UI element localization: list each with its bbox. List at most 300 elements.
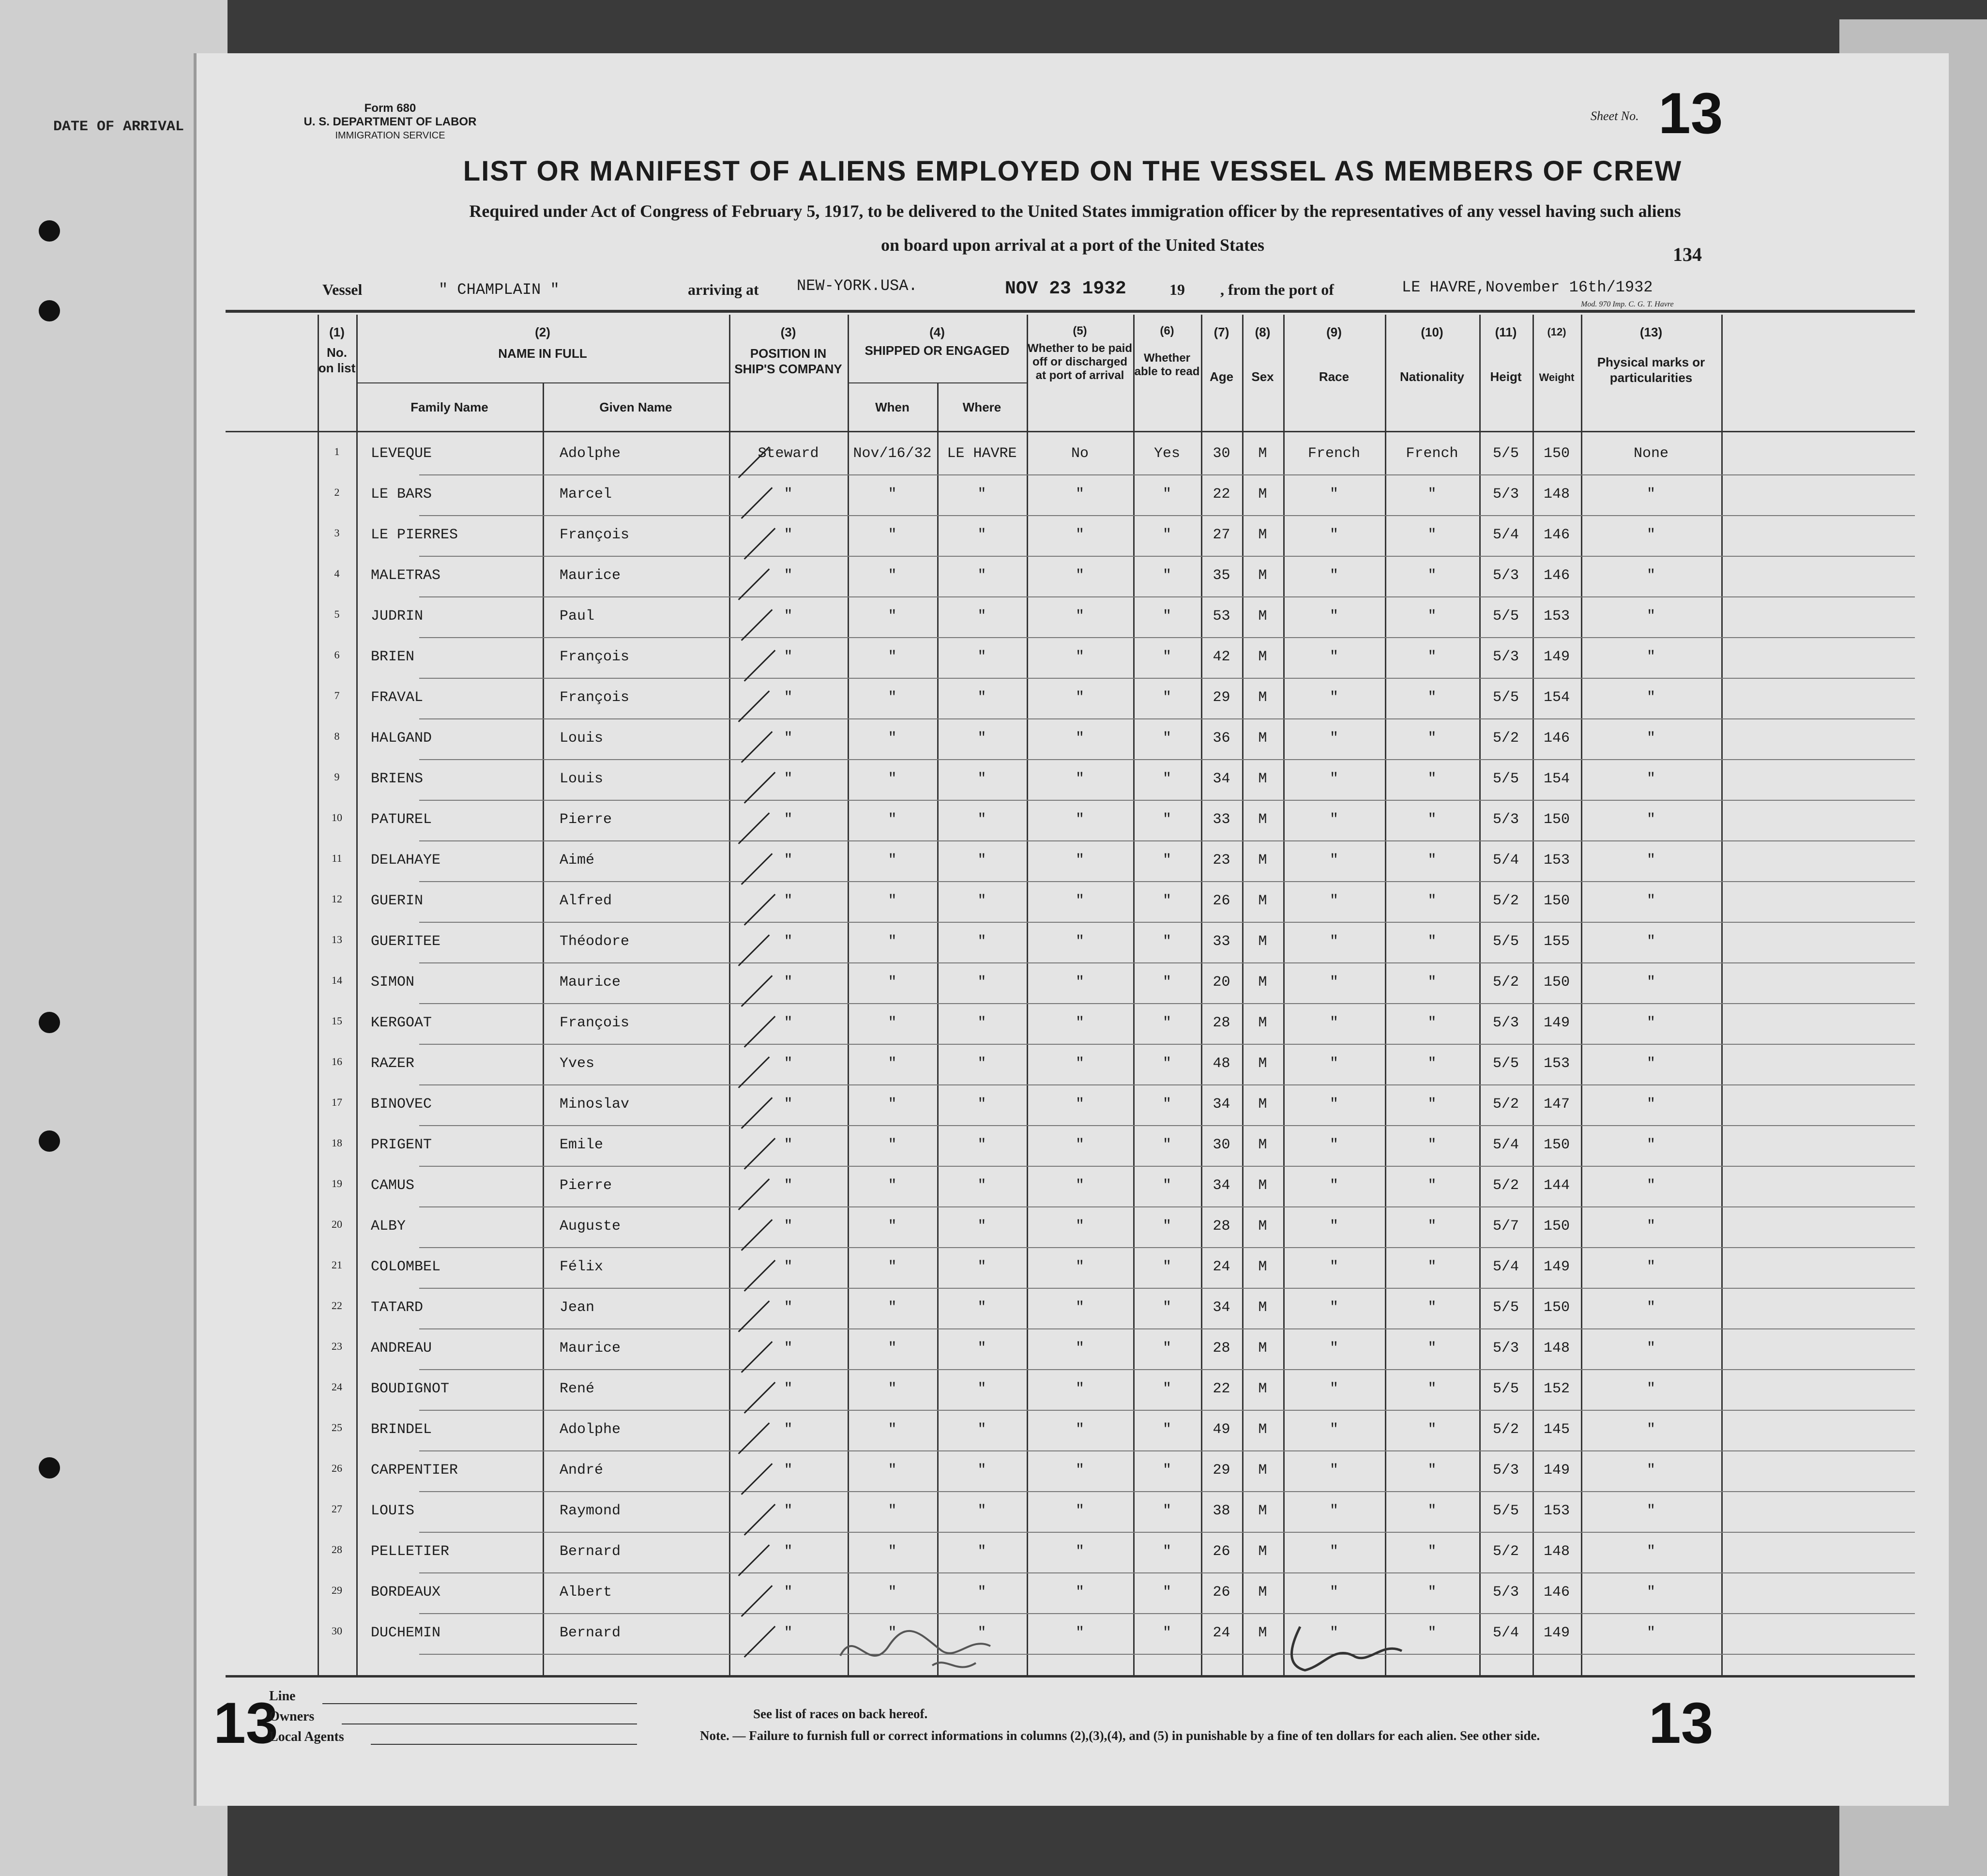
weight: 148 bbox=[1543, 1340, 1570, 1357]
col-title: Whether able to read bbox=[1134, 351, 1200, 378]
weight: 155 bbox=[1543, 933, 1570, 950]
weight: 148 bbox=[1543, 1543, 1570, 1560]
col-header-7 bbox=[1201, 324, 1242, 384]
row-rule bbox=[419, 1288, 1915, 1289]
row-number: 15 bbox=[332, 1015, 342, 1027]
shipped-where: " bbox=[977, 811, 986, 828]
shipped-where: LE HAVRE bbox=[947, 445, 1017, 462]
age: 33 bbox=[1213, 811, 1230, 828]
position: " bbox=[784, 1218, 793, 1235]
height: 5/5 bbox=[1492, 608, 1519, 625]
signature-scribble bbox=[1292, 1627, 1402, 1670]
sex: M bbox=[1258, 1584, 1267, 1601]
from-port-label: , from the port of bbox=[1220, 281, 1334, 298]
weight: 150 bbox=[1543, 811, 1570, 828]
paid-off: " bbox=[1075, 527, 1084, 543]
row-rule bbox=[419, 1572, 1915, 1573]
given-name: Paul bbox=[560, 608, 595, 625]
shipped-when: " bbox=[888, 852, 897, 869]
race: " bbox=[1329, 1340, 1338, 1357]
given-name: Louis bbox=[560, 771, 604, 787]
given-name: Adolphe bbox=[560, 1421, 621, 1438]
row-rule bbox=[419, 596, 1915, 597]
shipped-when: " bbox=[888, 1015, 897, 1031]
physical-marks: None bbox=[1633, 445, 1668, 462]
position: " bbox=[784, 1137, 793, 1153]
nationality: " bbox=[1427, 811, 1437, 828]
height: 5/2 bbox=[1492, 730, 1519, 747]
nationality: " bbox=[1427, 1177, 1437, 1194]
subtitle-line-1: Required under Act of Congress of February 5, 1917, to be delivered to the United States immigration officer by the representatives of any vessel having such aliens bbox=[469, 201, 1681, 221]
height: 5/5 bbox=[1492, 1055, 1519, 1072]
paid-off: " bbox=[1075, 1462, 1084, 1479]
family-name: RAZER bbox=[371, 1055, 415, 1072]
shipped-when: " bbox=[888, 1503, 897, 1519]
able-to-read: " bbox=[1162, 852, 1171, 869]
given-name: Alfred bbox=[560, 893, 612, 909]
age: 34 bbox=[1213, 771, 1230, 787]
row-number: 6 bbox=[334, 649, 340, 661]
sex: M bbox=[1258, 1015, 1267, 1031]
weight: 150 bbox=[1543, 445, 1570, 462]
paid-off: " bbox=[1075, 567, 1084, 584]
race: " bbox=[1329, 1462, 1338, 1479]
family-name: BORDEAUX bbox=[371, 1584, 441, 1601]
paid-off: " bbox=[1075, 689, 1084, 706]
race: " bbox=[1329, 689, 1338, 706]
col-header-5 bbox=[1027, 324, 1133, 382]
age: 35 bbox=[1213, 567, 1230, 584]
shipped-when: " bbox=[888, 567, 897, 584]
family-name: DELAHAYE bbox=[371, 852, 441, 869]
sex: M bbox=[1258, 1340, 1267, 1357]
col-title: POSITION IN SHIP'S COMPANY bbox=[734, 346, 842, 376]
row-number: 30 bbox=[332, 1625, 342, 1637]
shipped-when: " bbox=[888, 608, 897, 625]
shipped-when: " bbox=[888, 689, 897, 706]
height: 5/4 bbox=[1492, 1259, 1519, 1275]
weight: 149 bbox=[1543, 1259, 1570, 1275]
sheet-number-bottom-left: 13 bbox=[213, 1691, 278, 1755]
sex: M bbox=[1258, 771, 1267, 787]
height: 5/5 bbox=[1492, 1381, 1519, 1397]
shipped-when: " bbox=[888, 811, 897, 828]
paid-off: " bbox=[1075, 608, 1084, 625]
able-to-read: " bbox=[1162, 527, 1171, 543]
physical-marks: " bbox=[1646, 567, 1655, 584]
col-title: No. on list bbox=[318, 345, 356, 375]
race: " bbox=[1329, 730, 1338, 747]
sex: M bbox=[1258, 689, 1267, 706]
height: 5/3 bbox=[1492, 1340, 1519, 1357]
shipped-where: " bbox=[977, 1259, 986, 1275]
col-header-10 bbox=[1385, 324, 1479, 384]
row-rule bbox=[419, 922, 1915, 923]
row-rule bbox=[419, 1206, 1915, 1207]
punch-hole bbox=[39, 1012, 60, 1033]
row-number: 3 bbox=[334, 527, 340, 539]
age: 42 bbox=[1213, 649, 1230, 665]
shipped-when: " bbox=[888, 649, 897, 665]
col-number: (5) bbox=[1073, 324, 1087, 337]
weight: 144 bbox=[1543, 1177, 1570, 1194]
col-title: Sex bbox=[1251, 369, 1274, 384]
row-rule bbox=[419, 881, 1915, 882]
position: " bbox=[784, 608, 793, 625]
weight: 150 bbox=[1543, 1137, 1570, 1153]
position: " bbox=[784, 771, 793, 787]
family-name: LE PIERRES bbox=[371, 527, 458, 543]
height: 5/2 bbox=[1492, 1177, 1519, 1194]
weight: 153 bbox=[1543, 1055, 1570, 1072]
given-name: Pierre bbox=[560, 811, 612, 828]
weight: 150 bbox=[1543, 974, 1570, 991]
given-name: Pierre bbox=[560, 1177, 612, 1194]
race: " bbox=[1329, 649, 1338, 665]
race: " bbox=[1329, 567, 1338, 584]
table-top-border bbox=[226, 310, 1915, 313]
weight: 153 bbox=[1543, 608, 1570, 625]
age: 48 bbox=[1213, 1055, 1230, 1072]
physical-marks: " bbox=[1646, 608, 1655, 625]
physical-marks: " bbox=[1646, 1625, 1655, 1641]
paid-off: " bbox=[1075, 1137, 1084, 1153]
position: " bbox=[784, 1096, 793, 1113]
given-name: Auguste bbox=[560, 1218, 621, 1235]
race: " bbox=[1329, 852, 1338, 869]
family-name: BOUDIGNOT bbox=[371, 1381, 450, 1397]
shipped-where: " bbox=[977, 1421, 986, 1438]
race: " bbox=[1329, 974, 1338, 991]
sex: M bbox=[1258, 730, 1267, 747]
weight: 150 bbox=[1543, 893, 1570, 909]
physical-marks: " bbox=[1646, 649, 1655, 665]
sheet-number-bottom-right: 13 bbox=[1649, 1691, 1714, 1755]
col-header-6 bbox=[1133, 324, 1201, 379]
nationality: " bbox=[1427, 1096, 1437, 1113]
position: " bbox=[784, 730, 793, 747]
position: Steward bbox=[758, 445, 819, 462]
race: " bbox=[1329, 1421, 1338, 1438]
col-number: (8) bbox=[1255, 325, 1271, 339]
col-number: (1) bbox=[329, 325, 345, 339]
weight: 150 bbox=[1543, 1299, 1570, 1316]
position: " bbox=[784, 567, 793, 584]
age: 26 bbox=[1213, 1543, 1230, 1560]
physical-marks: " bbox=[1646, 1503, 1655, 1519]
row-rule bbox=[419, 1450, 1915, 1451]
position: " bbox=[784, 1340, 793, 1357]
given-name: François bbox=[560, 527, 630, 543]
sex: M bbox=[1258, 1421, 1267, 1438]
row-number: 26 bbox=[332, 1462, 342, 1474]
weight: 146 bbox=[1543, 527, 1570, 543]
shipped-when: " bbox=[888, 1543, 897, 1560]
nationality: " bbox=[1427, 608, 1437, 625]
row-number: 19 bbox=[332, 1177, 342, 1190]
physical-marks: " bbox=[1646, 1259, 1655, 1275]
shipped-when: " bbox=[888, 1299, 897, 1316]
weight: 153 bbox=[1543, 1503, 1570, 1519]
age: 34 bbox=[1213, 1096, 1230, 1113]
shipped-when: " bbox=[888, 974, 897, 991]
race: " bbox=[1329, 1503, 1338, 1519]
nationality: " bbox=[1427, 852, 1437, 869]
given-name: Théodore bbox=[560, 933, 630, 950]
date-of-arrival-label: DATE OF ARRIVAL bbox=[53, 119, 184, 135]
shipped-where: " bbox=[977, 1625, 986, 1641]
shipped-when: " bbox=[888, 1381, 897, 1397]
sex: M bbox=[1258, 527, 1267, 543]
sex: M bbox=[1258, 486, 1267, 503]
local-agents-label: Local Agents bbox=[269, 1729, 344, 1744]
row-rule bbox=[419, 718, 1915, 719]
row-rule bbox=[419, 556, 1915, 557]
nationality: " bbox=[1427, 1584, 1437, 1601]
col-title: Weight bbox=[1539, 371, 1575, 383]
able-to-read: Yes bbox=[1153, 445, 1180, 462]
row-rule bbox=[419, 1003, 1915, 1004]
shipped-where: " bbox=[977, 689, 986, 706]
race: " bbox=[1329, 1218, 1338, 1235]
given-name: Maurice bbox=[560, 1340, 621, 1357]
physical-marks: " bbox=[1646, 730, 1655, 747]
shipped-where: " bbox=[977, 486, 986, 503]
subtitle-line-2: on board upon arrival at a port of the United States bbox=[880, 235, 1265, 255]
position: " bbox=[784, 689, 793, 706]
physical-marks: " bbox=[1646, 1177, 1655, 1194]
able-to-read: " bbox=[1162, 1015, 1171, 1031]
row-number: 25 bbox=[332, 1421, 342, 1434]
sex: M bbox=[1258, 1096, 1267, 1113]
col-number: (6) bbox=[1160, 324, 1174, 337]
sex: M bbox=[1258, 1299, 1267, 1316]
able-to-read: " bbox=[1162, 811, 1171, 828]
col-header-11 bbox=[1479, 324, 1532, 384]
row-number: 21 bbox=[332, 1259, 342, 1271]
nationality: " bbox=[1427, 567, 1437, 584]
age: 23 bbox=[1213, 852, 1230, 869]
row-number: 28 bbox=[332, 1543, 342, 1556]
sex: M bbox=[1258, 893, 1267, 909]
sex: M bbox=[1258, 1381, 1267, 1397]
row-rule bbox=[419, 515, 1915, 516]
physical-marks: " bbox=[1646, 1421, 1655, 1438]
race: " bbox=[1329, 1381, 1338, 1397]
age: 30 bbox=[1213, 445, 1230, 462]
age: 22 bbox=[1213, 486, 1230, 503]
family-name: KERGOAT bbox=[371, 1015, 432, 1031]
physical-marks: " bbox=[1646, 893, 1655, 909]
row-number: 22 bbox=[332, 1299, 342, 1312]
age: 26 bbox=[1213, 893, 1230, 909]
race: " bbox=[1329, 1015, 1338, 1031]
row-number: 27 bbox=[332, 1503, 342, 1515]
col-number: (7) bbox=[1213, 325, 1229, 339]
shipped-where: " bbox=[977, 649, 986, 665]
weight: 153 bbox=[1543, 852, 1570, 869]
able-to-read: " bbox=[1162, 1381, 1171, 1397]
race: " bbox=[1329, 1625, 1338, 1641]
punch-hole bbox=[39, 300, 60, 321]
row-rule bbox=[419, 1532, 1915, 1533]
family-name: CARPENTIER bbox=[371, 1462, 458, 1479]
paid-off: " bbox=[1075, 1259, 1084, 1275]
physical-marks: " bbox=[1646, 1137, 1655, 1153]
height: 5/5 bbox=[1492, 689, 1519, 706]
signature-scribble bbox=[932, 1662, 976, 1667]
col-number: (11) bbox=[1495, 325, 1517, 339]
col-title: Nationality bbox=[1400, 369, 1464, 384]
shipped-when: " bbox=[888, 1218, 897, 1235]
nationality: " bbox=[1427, 486, 1437, 503]
race: " bbox=[1329, 608, 1338, 625]
paid-off: " bbox=[1075, 486, 1084, 503]
col-title: Age bbox=[1209, 369, 1234, 384]
department: U. S. DEPARTMENT OF LABOR bbox=[303, 115, 477, 128]
row-number: 17 bbox=[332, 1096, 342, 1108]
shipped-when: " bbox=[888, 1462, 897, 1479]
race: " bbox=[1329, 486, 1338, 503]
weight: 145 bbox=[1543, 1421, 1570, 1438]
row-number: 1 bbox=[334, 445, 340, 458]
age: 36 bbox=[1213, 730, 1230, 747]
sex: M bbox=[1258, 852, 1267, 869]
physical-marks: " bbox=[1646, 1462, 1655, 1479]
nationality: " bbox=[1427, 1259, 1437, 1275]
family-name: CAMUS bbox=[371, 1177, 415, 1194]
able-to-read: " bbox=[1162, 1543, 1171, 1560]
departure-port-date: LE HAVRE,November 16th/1932 bbox=[1402, 278, 1653, 296]
col-number: (3) bbox=[780, 325, 796, 339]
shipped-where: " bbox=[977, 1503, 986, 1519]
able-to-read: " bbox=[1162, 608, 1171, 625]
service: IMMIGRATION SERVICE bbox=[335, 130, 445, 141]
position: " bbox=[784, 1503, 793, 1519]
given-name: Louis bbox=[560, 730, 604, 747]
age: 20 bbox=[1213, 974, 1230, 991]
family-name: HALGAND bbox=[371, 730, 432, 747]
able-to-read: " bbox=[1162, 1259, 1171, 1275]
family-name: BRIENS bbox=[371, 771, 424, 787]
col-subheader-given-name: Given Name bbox=[599, 400, 672, 414]
able-to-read: " bbox=[1162, 974, 1171, 991]
given-name: Yves bbox=[560, 1055, 595, 1072]
height: 5/5 bbox=[1492, 1503, 1519, 1519]
signature-scribble bbox=[840, 1631, 990, 1656]
shipped-where: " bbox=[977, 567, 986, 584]
physical-marks: " bbox=[1646, 1299, 1655, 1316]
row-rule bbox=[419, 800, 1915, 801]
physical-marks: " bbox=[1646, 1055, 1655, 1072]
line-label: Line bbox=[269, 1689, 296, 1704]
row-number: 12 bbox=[332, 893, 342, 905]
height: 5/2 bbox=[1492, 893, 1519, 909]
sheet-no-label: Sheet No. bbox=[1591, 109, 1639, 123]
row-number: 20 bbox=[332, 1218, 342, 1230]
race: " bbox=[1329, 811, 1338, 828]
nationality: " bbox=[1427, 1543, 1437, 1560]
shipped-when: " bbox=[888, 1096, 897, 1113]
height: 5/2 bbox=[1492, 974, 1519, 991]
given-name: Emile bbox=[560, 1137, 604, 1153]
able-to-read: " bbox=[1162, 1625, 1171, 1641]
nationality: " bbox=[1427, 1218, 1437, 1235]
sex: M bbox=[1258, 608, 1267, 625]
shipped-when: " bbox=[888, 1259, 897, 1275]
age: 28 bbox=[1213, 1340, 1230, 1357]
shipped-where: " bbox=[977, 1584, 986, 1601]
family-name: BRINDEL bbox=[371, 1421, 432, 1438]
height: 5/3 bbox=[1492, 811, 1519, 828]
weight: 150 bbox=[1543, 1218, 1570, 1235]
sex: M bbox=[1258, 1177, 1267, 1194]
race: French bbox=[1307, 445, 1361, 462]
position: " bbox=[784, 1625, 793, 1641]
height: 5/3 bbox=[1492, 649, 1519, 665]
row-number: 29 bbox=[332, 1584, 342, 1596]
race: " bbox=[1329, 1259, 1338, 1275]
paid-off: " bbox=[1075, 1015, 1084, 1031]
paid-off: " bbox=[1075, 1381, 1084, 1397]
nationality: " bbox=[1427, 649, 1437, 665]
row-number: 18 bbox=[332, 1137, 342, 1149]
shipped-when: " bbox=[888, 771, 897, 787]
physical-marks: " bbox=[1646, 811, 1655, 828]
race: " bbox=[1329, 1299, 1338, 1316]
position: " bbox=[784, 1543, 793, 1560]
shipped-where: " bbox=[977, 1015, 986, 1031]
age: 49 bbox=[1213, 1421, 1230, 1438]
able-to-read: " bbox=[1162, 893, 1171, 909]
shipped-where: " bbox=[977, 527, 986, 543]
height: 5/2 bbox=[1492, 1543, 1519, 1560]
nationality: " bbox=[1427, 1340, 1437, 1357]
paid-off: " bbox=[1075, 1218, 1084, 1235]
col-subheader-when: When bbox=[875, 400, 910, 414]
able-to-read: " bbox=[1162, 1218, 1171, 1235]
col-divider bbox=[1721, 315, 1723, 1675]
header-bottom-border bbox=[226, 431, 1915, 432]
nationality: " bbox=[1427, 974, 1437, 991]
age: 28 bbox=[1213, 1218, 1230, 1235]
shipped-where: " bbox=[977, 771, 986, 787]
row-number: 4 bbox=[334, 567, 340, 580]
row-rule bbox=[419, 474, 1915, 475]
position: " bbox=[784, 811, 793, 828]
paid-off: " bbox=[1075, 933, 1084, 950]
shipped-where: " bbox=[977, 1137, 986, 1153]
paid-off: " bbox=[1075, 649, 1084, 665]
shipped-where: " bbox=[977, 1543, 986, 1560]
position: " bbox=[784, 1462, 793, 1479]
reference-number: 134 bbox=[1673, 244, 1702, 265]
mod-note: Mod. 970 Imp. C. G. T. Havre bbox=[1581, 300, 1674, 308]
col-number: (10) bbox=[1421, 325, 1443, 339]
paid-off: " bbox=[1075, 771, 1084, 787]
row-rule bbox=[419, 1166, 1915, 1167]
family-name: PRIGENT bbox=[371, 1137, 432, 1153]
col-header-9 bbox=[1283, 324, 1385, 384]
shipped-when: " bbox=[888, 1340, 897, 1357]
given-name: René bbox=[560, 1381, 595, 1397]
row-number: 14 bbox=[332, 974, 342, 986]
manifest-sheet bbox=[194, 53, 1949, 1806]
col-header-8 bbox=[1242, 324, 1283, 384]
paid-off: " bbox=[1075, 1096, 1084, 1113]
given-name: Maurice bbox=[560, 567, 621, 584]
paid-off: " bbox=[1075, 1340, 1084, 1357]
